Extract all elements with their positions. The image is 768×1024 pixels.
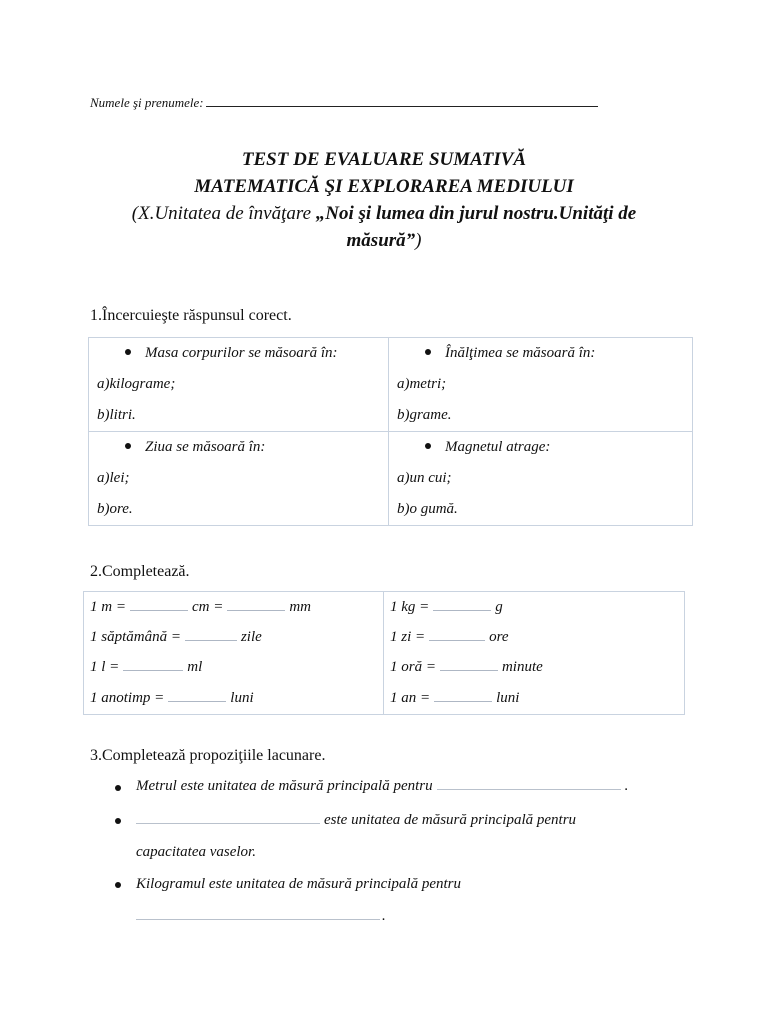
bullet-icon: [115, 882, 121, 888]
conversion-row: [384, 652, 684, 682]
section2-heading: 2.Completează.: [90, 563, 190, 580]
fill-in-item-2: [136, 812, 576, 829]
section2-table: [83, 591, 685, 715]
answer-blank[interactable]: [185, 629, 237, 641]
fill-in-item-3-answer-row: [136, 908, 386, 925]
question-cell: [388, 432, 692, 526]
title-line-1: TEST DE EVALUARE SUMATIVĂ: [241, 149, 527, 170]
conversion-text: ore: [489, 629, 509, 645]
fill-in-item-1: [136, 778, 628, 795]
question-line: [389, 432, 692, 463]
conversion-text: 1 oră =: [389, 659, 436, 675]
answer-b[interactable]: b)o gumă.: [396, 501, 458, 517]
fill-in-item-2-continued: capacitatea vaselor.: [136, 844, 256, 860]
conversion-text: 1 zi =: [389, 629, 426, 645]
answer-a[interactable]: a)un cui;: [396, 470, 452, 486]
answer-blank[interactable]: [136, 908, 380, 920]
question-line: [89, 338, 388, 369]
answer-a[interactable]: a)metri;: [396, 376, 447, 392]
sentence-text: Metrul este unitatea de măsură principală pentru: [136, 778, 433, 794]
conversion-row: [384, 623, 684, 652]
section1-table: [88, 337, 693, 526]
title-unit-name: „Noi şi lumea din jurul nostru.Unităţi de măsură”: [315, 203, 637, 251]
name-field-row: [90, 94, 598, 111]
conversion-row: [84, 594, 383, 623]
answer-b[interactable]: b)ore.: [97, 501, 133, 517]
bullet-icon: [425, 443, 431, 449]
conversion-text: luni: [496, 690, 520, 706]
conversion-text: 1 m =: [90, 599, 126, 615]
conversion-text: ml: [187, 659, 203, 675]
answer-b[interactable]: b)grame.: [396, 407, 452, 423]
question-text: Înălţimea se măsoară în:: [444, 345, 596, 361]
answer-a[interactable]: a)lei;: [97, 470, 130, 486]
conversion-text: mm: [289, 599, 312, 615]
question-line: [389, 338, 692, 369]
fill-in-item-3: Kilogramul este unitatea de măsură principală pentru: [136, 876, 461, 892]
conversion-row: [84, 682, 383, 712]
answer-a[interactable]: a)kilograme;: [97, 376, 176, 392]
answer-blank[interactable]: [440, 659, 498, 671]
sentence-end: .: [624, 778, 629, 794]
bullet-icon: [115, 818, 121, 824]
bullet-icon: [115, 785, 121, 791]
conversion-cell-right: [383, 592, 684, 715]
title-line-2: MATEMATICĂ ŞI EXPLORAREA MEDIULUI: [194, 176, 574, 197]
title-unit-prefix: (X.Unitatea de învăţare: [131, 203, 316, 224]
conversion-text: cm =: [191, 599, 224, 615]
bullet-icon: [425, 349, 431, 355]
section1-heading: 1.Încercuieşte răspunsul corect.: [90, 307, 292, 324]
conversion-text: luni: [230, 690, 254, 706]
question-cell: [89, 432, 389, 526]
answer-blank[interactable]: [130, 599, 188, 611]
answer-b[interactable]: b)litri.: [97, 407, 136, 423]
conversion-text: 1 an =: [389, 690, 431, 706]
answer-blank[interactable]: [123, 659, 183, 671]
answer-blank[interactable]: [433, 599, 491, 611]
answer-blank[interactable]: [227, 599, 285, 611]
conversion-text: zile: [240, 629, 262, 645]
conversion-row: [384, 594, 684, 623]
name-label: Numele şi prenumele:: [90, 95, 204, 110]
conversion-text: minute: [501, 659, 543, 675]
section3-heading: 3.Completează propoziţiile lacunare.: [90, 747, 326, 764]
answer-blank[interactable]: [437, 778, 621, 790]
title-unit-suffix: ): [415, 230, 422, 251]
test-title: [100, 146, 668, 254]
conversion-cell-left: [84, 592, 384, 715]
conversion-text: g: [495, 599, 503, 615]
conversion-text: 1 l =: [90, 659, 120, 675]
title-line-3: [100, 200, 668, 254]
bullet-icon: [125, 443, 131, 449]
bullet-icon: [125, 349, 131, 355]
answer-blank[interactable]: [434, 690, 492, 702]
question-line: [89, 432, 388, 463]
question-text: Magnetul atrage:: [444, 439, 551, 455]
name-blank-line[interactable]: [206, 94, 598, 107]
conversion-row: [84, 652, 383, 682]
question-cell: [388, 338, 692, 432]
conversion-text: 1 săptămână =: [90, 629, 181, 645]
conversion-text: 1 kg =: [389, 599, 430, 615]
conversion-text: 1 anotimp =: [90, 690, 165, 706]
question-text: Ziua se măsoară în:: [145, 439, 266, 455]
question-text: Masa corpurilor se măsoară în:: [145, 345, 338, 361]
question-cell: [89, 338, 389, 432]
answer-blank[interactable]: [429, 629, 485, 641]
sentence-text: este unitatea de măsură principală pentru: [324, 812, 577, 828]
sentence-end: .: [382, 908, 386, 924]
conversion-row: [84, 623, 383, 652]
answer-blank[interactable]: [136, 812, 320, 824]
answer-blank[interactable]: [168, 690, 226, 702]
conversion-row: [384, 682, 684, 712]
